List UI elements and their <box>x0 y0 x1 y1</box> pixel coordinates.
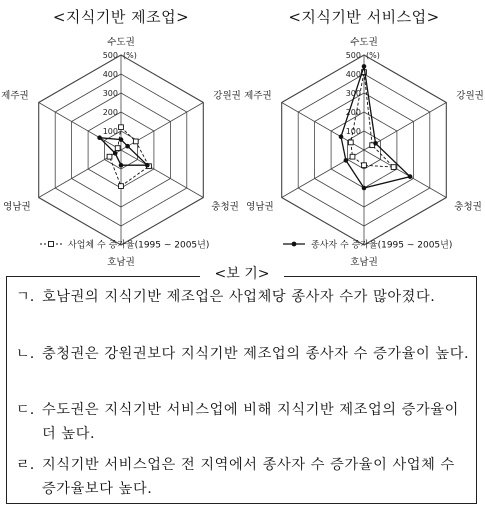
radar-category-label: 강원권 <box>213 90 241 102</box>
example-item-mark: ㄷ. <box>16 402 35 418</box>
radar-data-point <box>344 158 349 163</box>
radar-tick-label: 400 <box>102 70 118 79</box>
example-item-mark: ㄴ. <box>16 346 35 362</box>
radar-tick-label: 500 <box>102 51 118 60</box>
radar-category-label: 영남권 <box>246 201 274 213</box>
radar-data-point <box>145 163 150 168</box>
radar-unit-label: (%) <box>123 51 137 60</box>
legend-label: 사업체 수 증가율(1995 ~ 2005년) <box>68 240 210 251</box>
radar-category-label: 호남권 <box>107 257 135 268</box>
example-item <box>16 453 472 501</box>
example-item <box>16 398 472 446</box>
radar-category-label: 수도권 <box>350 37 378 48</box>
radar-category-label: 수도권 <box>107 37 135 48</box>
radar-data-point <box>408 174 413 179</box>
radar-data-point <box>391 165 396 170</box>
example-item-text: 충청권은 강원권보다 지식기반 제조업의 종사자 수 증가율이 높다. <box>42 346 470 362</box>
example-item-text: 호남권의 지식기반 제조업은 사업체당 종사자 수가 많아졌다. <box>42 289 436 305</box>
radar-tick-label: 200 <box>345 108 361 117</box>
radar-data-point <box>119 184 124 189</box>
radar-tick-label: 100 <box>102 127 118 136</box>
radar-category-label: 제주권 <box>1 90 29 102</box>
radar-unit-label: (%) <box>366 51 380 60</box>
radar-category-label: 호남권 <box>350 257 378 268</box>
radar-data-point <box>362 163 367 168</box>
radar-data-point <box>119 163 124 168</box>
manufacturing-radar-chart <box>0 0 242 268</box>
chart-title: <지식기반 제조업> <box>52 8 190 26</box>
legend-marker <box>49 242 54 247</box>
radar-spoke <box>121 150 203 198</box>
example-item-mark: ㄹ. <box>16 457 35 473</box>
radar-category-label: 강원권 <box>456 90 484 102</box>
radar-tick-label: 300 <box>345 89 361 98</box>
radar-data-point <box>113 151 118 156</box>
radar-plot-area <box>0 0 242 268</box>
radar-data-point <box>119 137 124 142</box>
radar-category-label: 영남권 <box>3 201 31 213</box>
radar-category-label: 충청권 <box>454 201 482 213</box>
radar-data-point <box>373 141 378 146</box>
radar-plot-area <box>243 0 485 268</box>
chart-title: <지식기반 서비스업> <box>288 8 440 26</box>
example-item <box>16 342 472 366</box>
radar-data-point <box>125 144 130 149</box>
radar-data-point <box>350 154 355 159</box>
radar-data-point <box>133 139 138 144</box>
radar-category-label: 충청권 <box>211 201 239 213</box>
radar-data-point <box>348 140 353 145</box>
radar-data-point <box>362 186 367 191</box>
example-item <box>16 285 472 309</box>
example-item-text: 수도권은 지식기반 서비스업에 비해 지식기반 제조업의 증가율이 더 높다. <box>42 402 459 442</box>
radar-tick-label: 100 <box>345 127 361 136</box>
radar-tick-label: 200 <box>102 108 118 117</box>
radar-tick-label: 300 <box>102 89 118 98</box>
radar-data-point <box>339 134 344 139</box>
legend-marker <box>292 242 297 247</box>
examples-box-title: <보 기> <box>200 264 284 284</box>
example-item-text: 지식기반 서비스업은 전 지역에서 종사자 수 증가율이 사업체 수 증가율보다 높다. <box>42 457 455 497</box>
example-item-mark: ㄱ. <box>16 289 35 305</box>
radar-data-point <box>115 146 120 151</box>
radar-data-point <box>107 154 112 159</box>
legend-label: 종사자 수 증가율(1995 ~ 2005년) <box>311 240 453 251</box>
radar-data-point <box>119 125 124 130</box>
radar-data-point <box>97 135 102 140</box>
radar-tick-label: 400 <box>345 70 361 79</box>
radar-spoke <box>364 150 446 198</box>
radar-tick-label: 500 <box>345 51 361 60</box>
radar-category-label: 제주권 <box>244 90 272 102</box>
service-radar-chart <box>243 0 485 268</box>
radar-data-point <box>362 64 367 69</box>
